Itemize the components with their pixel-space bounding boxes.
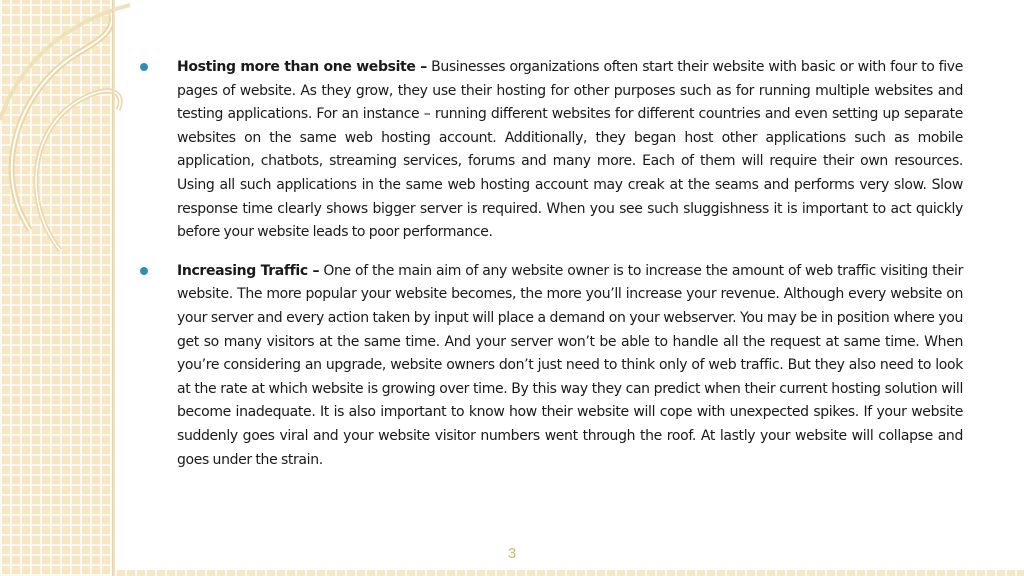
slide-content	[140, 56, 963, 487]
bullet-dot-icon	[140, 63, 148, 71]
decorative-swirl	[0, 0, 140, 260]
bullet-text: One of the main aim of any website owner is to increase the amount of web traffic visiting their website. The more popular your website becomes, the more you’ll increase your revenue. Although every website on your server and every action taken by input will place a demand on your webserver. You may be in position where you get so many visitors at the same time. And your server won’t be able to handle all the request at same time. When you’re considering an upgrade, website owners don’t just need to think only of web traffic. But they also need to look at the rate at which website is growing over time. By this way they can predict when their current hosting solution will become inadequate. It is also important to know how their website will cope with unexpected spikes. If your website suddenly goes viral and your website visitor numbers went through the roof. At lastly your website will collapse and goes under the strain.	[177, 262, 963, 468]
bullet-paragraph	[177, 56, 963, 245]
bullet-dot-icon	[140, 267, 148, 275]
bullet-hosting-multiple-websites	[140, 56, 963, 245]
bullet-lead: Increasing Traffic –	[177, 262, 320, 279]
bullet-text: Businesses organizations often start their website with basic or with four to five pages of website. As they grow, they use their hosting for other purposes such as for running multiple websites and testing applications. For an instance – running different websites for different countries and even setting up separate websites on the same web hosting account. Additionally, they began host other applications such as mobile application, chatbots, streaming services, forums and many more. Each of them will require their own resources. Using all such applications in the same web hosting account may creak at the seams and performs very slow. Slow response time clearly shows bigger server is required. When you see such sluggishness it is important to act quickly before your website leads to poor performance.	[177, 59, 963, 241]
bullet-lead: Hosting more than one website –	[177, 59, 427, 75]
page-number: 3	[507, 545, 517, 562]
decorative-bottom-strip	[115, 570, 1024, 576]
bullet-paragraph	[177, 260, 963, 472]
side-panel-edge	[112, 0, 115, 576]
bullet-increasing-traffic	[140, 260, 963, 472]
